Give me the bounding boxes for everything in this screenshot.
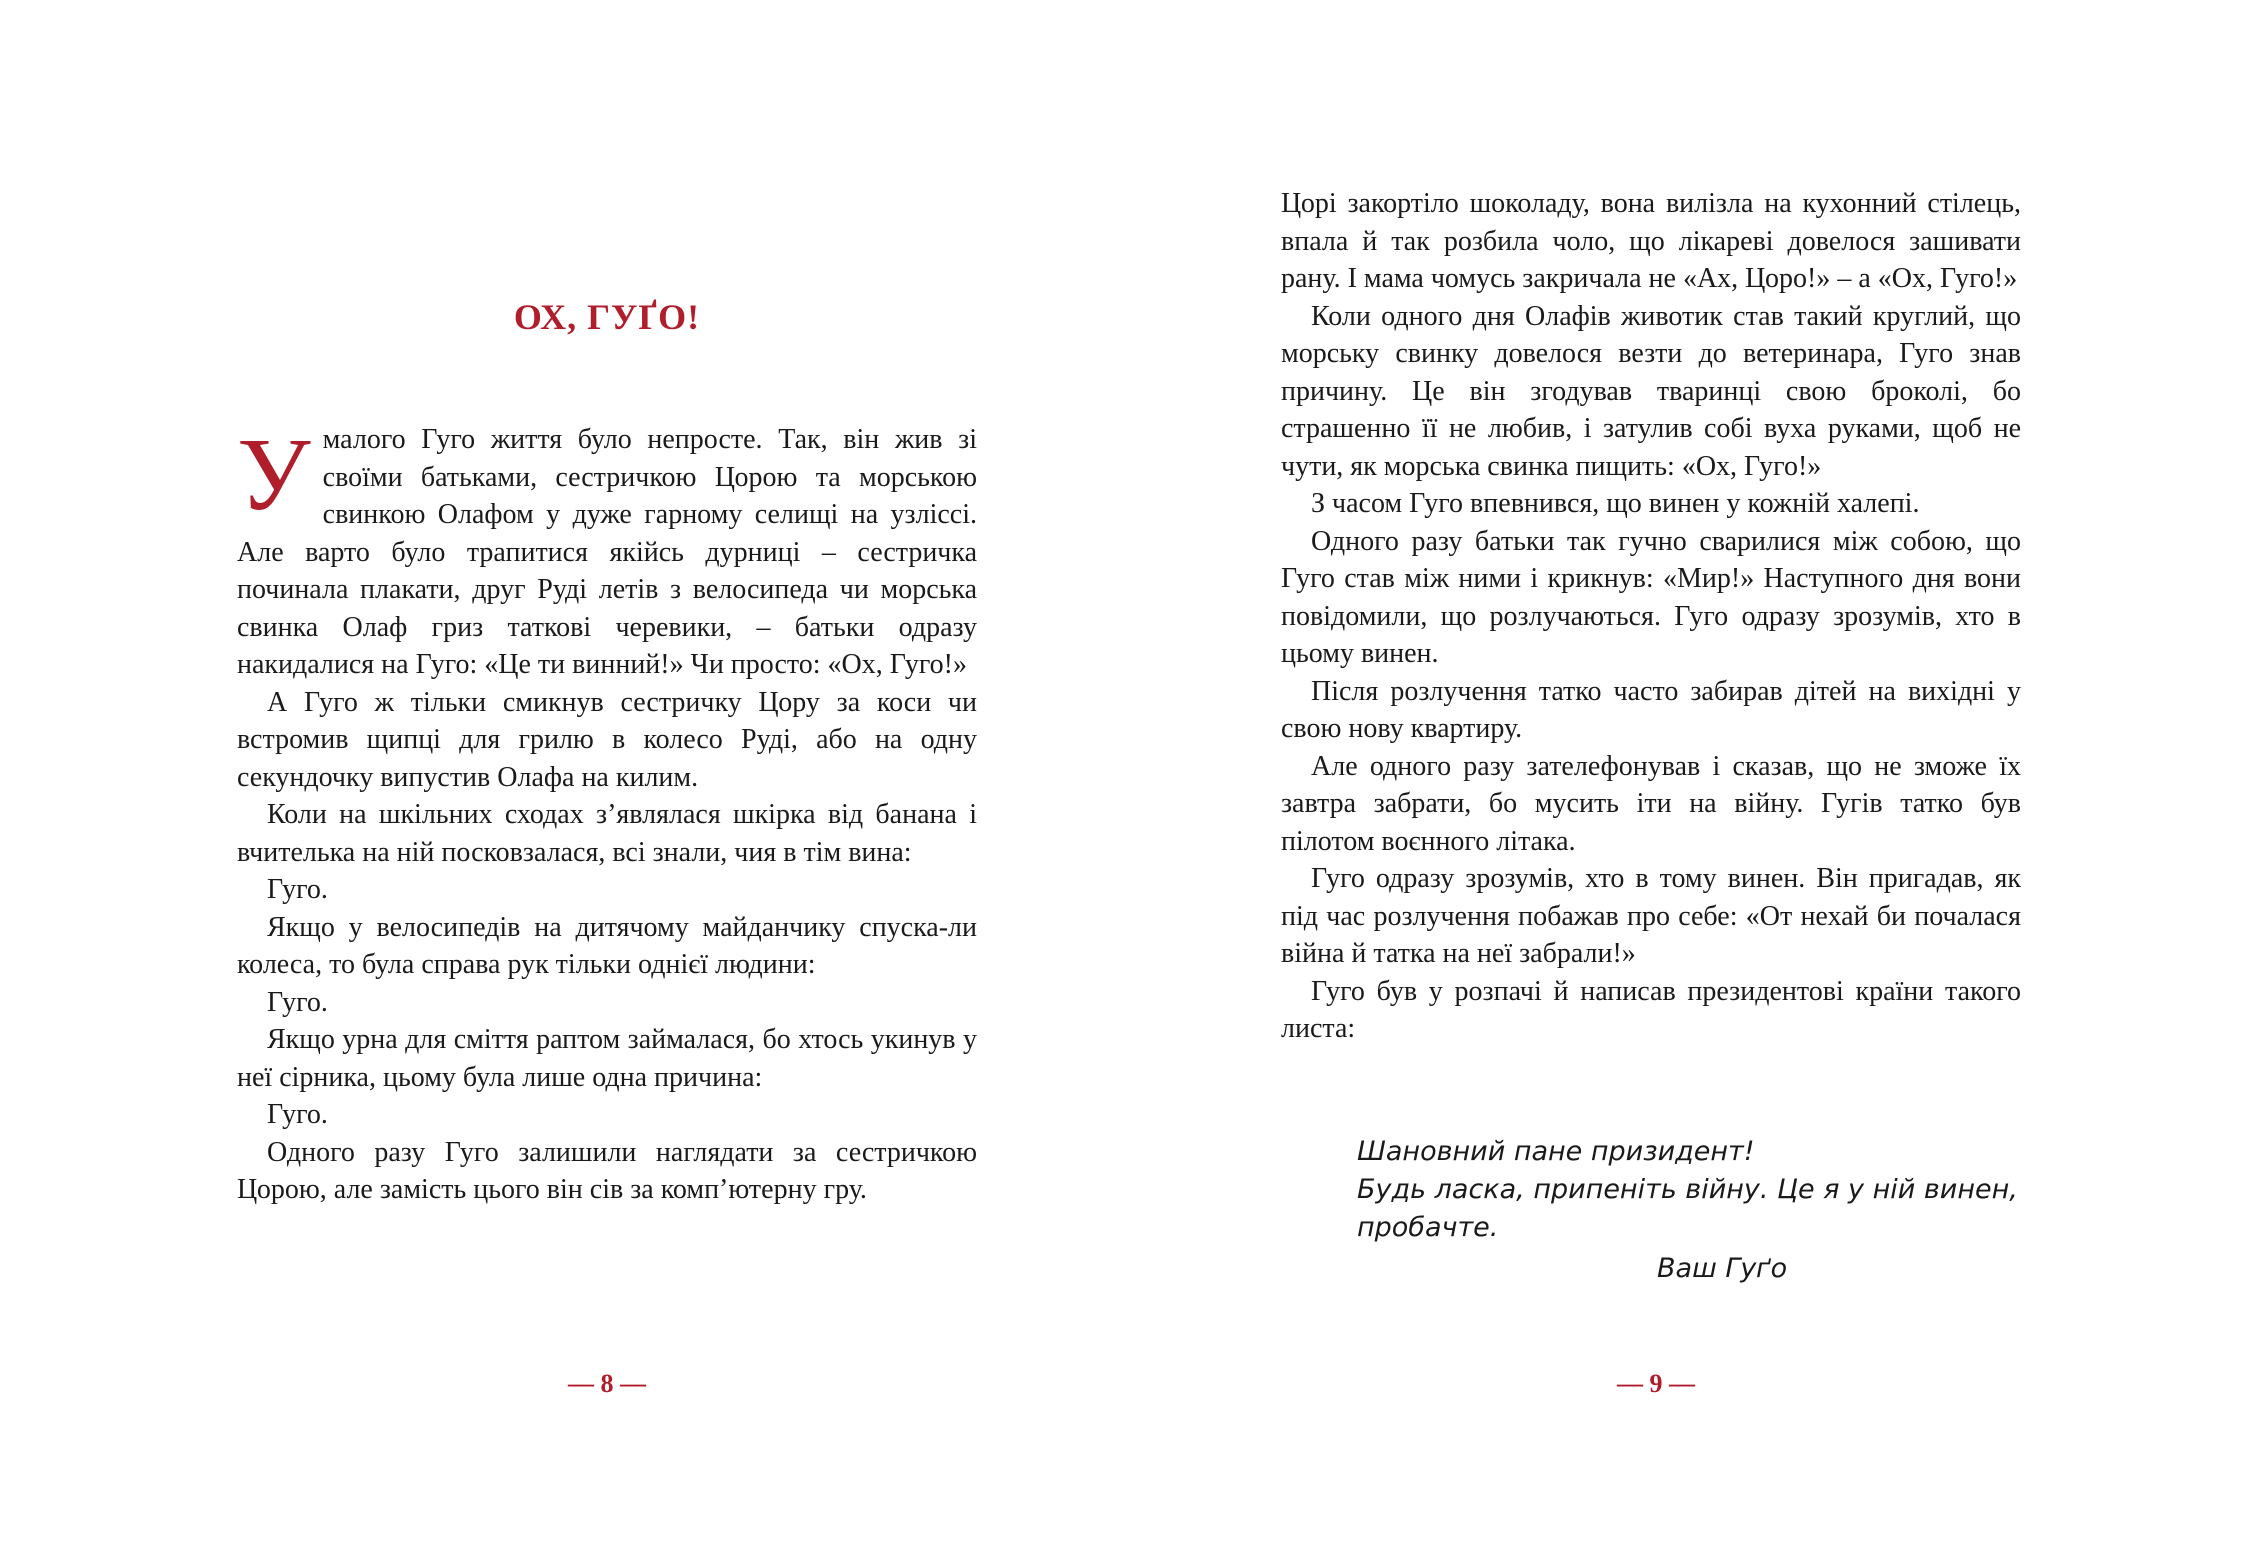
paragraph: З часом Гуго впевнився, що винен у кожній халепі.	[1311, 488, 1920, 519]
left-text-column	[237, 417, 977, 1209]
right-text-column	[1281, 185, 2021, 1048]
paragraph: Коли одного дня Олафів животик став такий круглий, що морську свинку довелося везти до ветеринара, Гуго знав причину. Це він згодував тваринці свою броколі, бо страшенно її не любив, і затулив собі вуха руками, щоб не чути, як морська свинка пищить: «Ох, Гуго!»	[1281, 300, 2021, 482]
paragraph: Одного разу Гуго залишили наглядати за сестричкою Цорою, але замість цього він сів за комп’ютерну гру.	[237, 1136, 977, 1205]
page-number: — 8 —	[568, 1369, 646, 1398]
handwritten-letter	[1357, 1133, 2057, 1288]
paragraph: Цорі закортіло шоколаду, вона вилізла на кухонний стілець, впала й так розбила чоло, що лікареві довелося зашивати рану. І мама чомусь закричала не «Ах, Цоро!» – а «Ох, Гуго!»	[1281, 188, 2021, 294]
paragraph: А Гуго ж тільки смикнув сестричку Цору за коси чи встромив щипці для грилю в колесо Руді, або на одну секундочку випустив Олафа на килим.	[237, 686, 977, 793]
paragraph: Гуго був у розпачі й написав президентові країни такого листа:	[1281, 975, 2021, 1044]
paragraph	[237, 417, 977, 684]
letter-body-end: пробачте.	[1357, 1212, 1499, 1243]
paragraph: Гуго.	[267, 986, 328, 1018]
page-number: — 9 —	[1617, 1369, 1695, 1398]
paragraph: Але одного разу зателефонував і сказав, що не зможе їх завтра забрати, бо мусить іти на війну. Гугів татко був пілотом воєнного літака.	[1281, 750, 2021, 857]
drop-cap: У	[237, 417, 311, 532]
paragraph: Коли на шкільних сходах з’являлася шкірка від банана і вчителька на ній посковзалася, всі знали, чия в тім вина:	[237, 799, 977, 868]
paragraph: Гуго.	[267, 874, 328, 905]
paragraph: Гуго.	[267, 1099, 328, 1130]
letter-body: Будь ласка, припеніть війну. Це я у ній винен,	[1357, 1174, 2018, 1205]
chapter-title: ОХ, ГУҐО!	[513, 297, 701, 337]
right-page	[1122, 0, 2244, 1565]
paragraph: Якщо урна для сміття раптом займалася, бо хтось укинув у неї сірника, цьому була лише одна причина:	[237, 1024, 977, 1093]
paragraph: Одного разу батьки так гучно сварилися між собою, що Гуго став між ними і крикнув: «Мир!» Наступного дня вони повідомили, що розлучаються. Гуго одразу зрозумів, хто в цьому винен.	[1281, 525, 2021, 669]
paragraph: Гуго одразу зрозумів, хто в тому винен. Він пригадав, як під час розлучення побажав про себе: «От нехай би почалася війна й татка на неї забрали!»	[1281, 863, 2021, 969]
opening-text: малого Гуго життя було непросте. Так, він жив зі своїми батьками, сестричкою Цорою та морською свинкою Олафом у дуже гарному селищі на узліссі. Але варто було трапитися якійсь дурниці – сестричка починала плакати, друг Руді летів з велосипеда чи морська свинка Олаф гриз таткові черевики, – батьки одразу накидалися на Гуго: «Це ти винний!» Чи просто: «Ох, Гуго!»	[237, 424, 977, 680]
letter-salutation: Шановний пане призидент!	[1357, 1136, 1755, 1167]
paragraph: Після розлучення татко часто забирав дітей на вихідні у свою нову квартиру.	[1281, 675, 2021, 744]
letter-signature: Ваш Гуґо	[1657, 1253, 1788, 1284]
paragraph: Якщо у велосипедів на дитячому майданчику спуска-ли колеса, то була справа рук тільки однієї людини:	[237, 911, 977, 980]
